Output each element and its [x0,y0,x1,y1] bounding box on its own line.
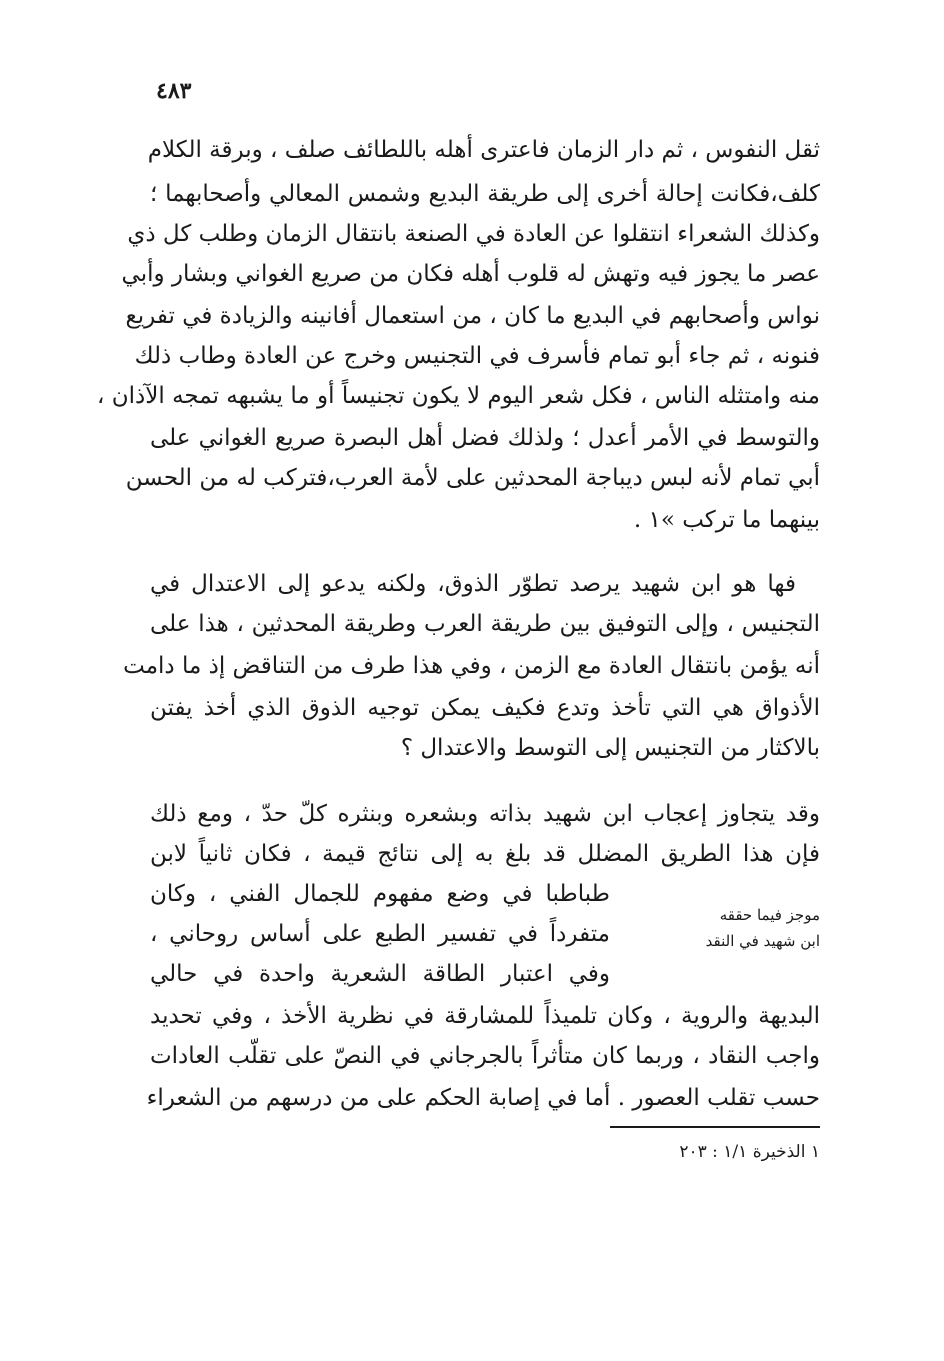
text-line: متفرداً في تفسير الطبع على أساس روحاني ، [150,921,610,947]
footnote: ١ الذخيرة ١/١ : ٢٠٣ [679,1142,820,1162]
text-line: حسب تقلب العصور . أما في إصابة الحكم على من درسهم من الشعراء [146,1085,820,1111]
text-line: ثقل النفوس ، ثم دار الزمان فاعترى أهله باللطائف صلف ، وبرقة الكلام [147,137,820,163]
text-line: أنه يؤمن بانتقال العادة مع الزمن ، وفي هذا طرف من التناقض إذ ما دامت [123,653,820,679]
text-line: وفي اعتبار الطاقة الشعرية واحدة في حالي [150,961,610,987]
text-line: عصر ما يجوز فيه وتهش له قلوب أهله فكان من صريع الغواني وبشار وأبي [121,261,820,287]
text-line: أبي تمام لأنه لبس ديباجة المحدثين على لأمة العرب،فتركب له من الحسن [125,465,820,491]
text-line: فنونه ، ثم جاء أبو تمام فأسرف في التجنيس وخرج عن العادة وطاب ذلك [134,343,820,369]
margin-note-line: ابن شهيد في النقد [705,932,820,950]
text-line: والتوسط في الأمر أعدل ؛ ولذلك فضل أهل البصرة صريع الغواني على [150,425,820,451]
text-line: التجنيس ، وإلى التوفيق بين طريقة العرب وطريقة المحدثين ، هذا على [150,611,820,637]
text-line: نواس وأصحابهم في البديع ما كان ، من استعمال أفانينه والزيادة في تفريع [125,303,820,329]
text-line: بينهما ما تركب »١ . [633,507,820,533]
text-line: واجب النقاد ، وربما كان متأثراً بالجرجاني في النصّ على تقلّب العادات [150,1043,820,1069]
text-line: وكذلك الشعراء انتقلوا عن العادة في الصنعة بانتقال الزمان وطلب كل ذي [127,221,820,247]
text-line: طباطبا في وضع مفهوم للجمال الفني ، وكان [150,881,610,907]
text-line: فإن هذا الطريق المضلل قد بلغ به إلى نتائج قيمة ، فكان ثانياً لابن [150,841,820,867]
text-line: وقد يتجاوز إعجاب ابن شهيد بذاته وبشعره وبنثره كلّ حدّ ، ومع ذلك [150,801,820,827]
text-line: منه وامتثله الناس ، فكل شعر اليوم لا يكون تجنيساً أو ما يشبهه تمجه الآذان ، [97,383,820,409]
text-line: كلف،فكانت إحالة أخرى إلى طريقة البديع وشمس المعالي وأصحابهما ؛ [150,181,820,207]
page-number: ٤٨٣ [156,78,192,104]
text-line: فها هو ابن شهيد يرصد تطوّر الذوق، ولكنه يدعو إلى الاعتدال في [150,571,796,597]
text-line: الأذواق هي التي تأخذ وتدع فكيف يمكن توجيه الذوق الذي أخذ يفتن [150,695,820,721]
text-line: البديهة والروية ، وكان تلميذاً للمشارقة في نظرية الأخذ ، وفي تحديد [150,1003,820,1029]
text-line: بالاكثار من التجنيس إلى التوسط والاعتدال ؟ [400,735,820,761]
footnote-divider [610,1126,820,1128]
margin-note-line: موجز فيما حققه [719,906,820,924]
